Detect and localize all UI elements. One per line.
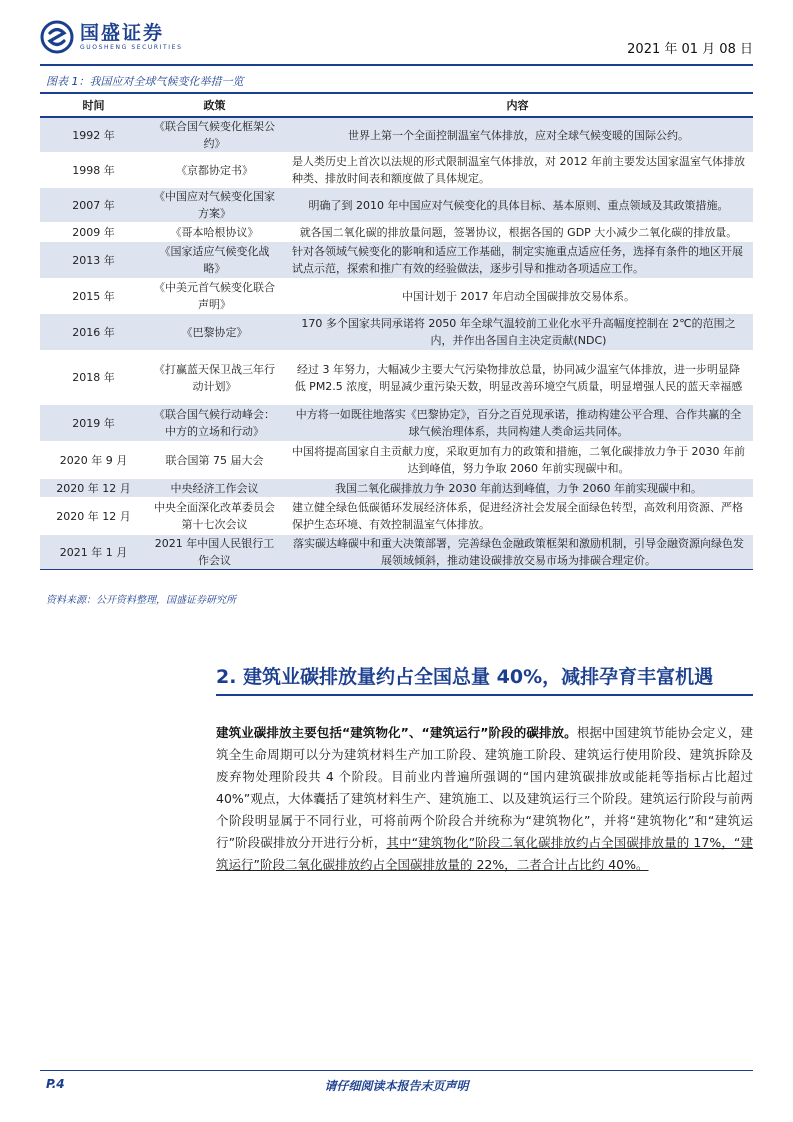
table-row [40, 242, 753, 279]
table-row [40, 498, 753, 535]
cell-content: 经过 3 年努力，大幅减少主要大气污染物排放总量，协同减少温室气体排放，进一步明显降低 PM2.5 浓度，明显减少重污染天数，明显改善环境空气质量，明显增强人民的蓝天幸福感 [282, 351, 753, 405]
table-header-row [40, 93, 753, 117]
cell-year: 2018 年 [40, 351, 147, 405]
table-row [40, 442, 753, 479]
cell-policy: 《中美元首气候变化联合声明》 [147, 279, 282, 314]
section-divider [216, 694, 753, 696]
page-header [40, 18, 753, 64]
cell-content: 针对各领域气候变化的影响和适应工作基础，制定实施重点适应任务，选择有条件的地区开展试点示范，探索和推广有效的经验做法，逐步引导和推动各项适应工作。 [282, 242, 753, 279]
body-paragraph [216, 722, 753, 876]
cell-policy: 《联合国气候行动峰会：中方的立场和行动》 [147, 405, 282, 442]
company-logo [40, 20, 182, 54]
table-row [40, 314, 753, 351]
table-row [40, 153, 753, 188]
cell-year: 2021 年 1 月 [40, 535, 147, 570]
cell-content: 就各国二氧化碳的排放量问题，签署协议，根据各国的 GDP 大小减少二氧化碳的排放量。 [282, 223, 753, 242]
table-row [40, 223, 753, 242]
cell-policy: 《京都协定书》 [147, 153, 282, 188]
cell-year: 2020 年 12 月 [40, 479, 147, 498]
cell-policy: 《国家适应气候变化战略》 [147, 242, 282, 279]
cell-policy: 《中国应对气候变化国家方案》 [147, 188, 282, 223]
column-header-time: 时间 [40, 93, 147, 117]
page-number: P.4 [46, 1077, 65, 1091]
figure-caption: 图表 1：我国应对全球气候变化举措一览 [46, 75, 244, 88]
figure-source: 资料来源：公开资料整理，国盛证券研究所 [46, 595, 236, 606]
cell-content: 中国将提高国家自主贡献力度，采取更加有力的政策和措施，二氧化碳排放力争于 2030 年前达到峰值，努力争取 2060 年前实现碳中和。 [282, 442, 753, 479]
policy-table [40, 92, 753, 570]
cell-year: 1992 年 [40, 117, 147, 153]
header-divider [40, 64, 753, 66]
paragraph-lead: 建筑业碳排放主要包括“建筑物化”、“建筑运行”阶段的碳排放。 [216, 725, 577, 740]
table-row [40, 117, 753, 153]
cell-policy: 中央经济工作会议 [147, 479, 282, 498]
cell-year: 2020 年 12 月 [40, 498, 147, 535]
cell-year: 2016 年 [40, 314, 147, 351]
cell-year: 2009 年 [40, 223, 147, 242]
cell-policy: 联合国第 75 届大会 [147, 442, 282, 479]
cell-content: 中方将一如既往地落实《巴黎协定》，百分之百兑现承诺，推动构建公平合理、合作共赢的全球气候治理体系，共同构建人类命运共同体。 [282, 405, 753, 442]
cell-year: 2020 年 9 月 [40, 442, 147, 479]
cell-policy: 《联合国气候变化框架公约》 [147, 117, 282, 153]
cell-content: 我国二氧化碳排放力争 2030 年前达到峰值，力争 2060 年前实现碳中和。 [282, 479, 753, 498]
footer-divider [40, 1070, 753, 1071]
cell-content: 落实碳达峰碳中和重大决策部署，完善绿色金融政策框架和激励机制，引导金融资源向绿色发展领域倾斜，推动建设碳排放交易市场为排碳合理定价。 [282, 535, 753, 570]
table-row [40, 279, 753, 314]
section-heading: 2. 建筑业碳排放量约占全国总量 40%，减排孕育丰富机遇 [216, 666, 714, 688]
table-body [40, 117, 753, 570]
report-date: 2021 年 01 月 08 日 [627, 42, 753, 57]
cell-content: 世界上第一个全面控制温室气体排放，应对全球气候变暖的国际公约。 [282, 117, 753, 153]
table-row [40, 188, 753, 223]
footer-disclaimer: 请仔细阅读本报告末页声明 [324, 1079, 469, 1093]
paragraph-body: 根据中国建筑节能协会定义，建筑全生命周期可以分为建筑材料生产加工阶段、建筑施工阶段、建筑运行使用阶段、建筑拆除及废弃物处理阶段共 4 个阶段。目前业内普遍所强调的“国内建筑碳排放或能耗等指标占比超过 40%”观点，大体囊括了建筑材料生产、建筑施工、以及建筑运行三个阶段。建筑运行阶段与前两个阶段明显属于不同行业，可将前两个阶段合并统称为“建筑物化”，并将“建筑物化”和“建筑运行”阶段碳排放分开进行分析， [216, 725, 753, 850]
cell-year: 2019 年 [40, 405, 147, 442]
cell-content: 建立健全绿色低碳循环发展经济体系，促进经济社会发展全面绿色转型，高效利用资源、严格保护生态环境、有效控制温室气体排放。 [282, 498, 753, 535]
paragraph-highlight: 其中“建筑物化”阶段二氧化碳排放约占全国碳排放量的 17%，“建筑运行”阶段二氧化碳排放约占全国碳排放量的 22%，二者合计占比约 40%。 [216, 835, 753, 872]
cell-year: 2013 年 [40, 242, 147, 279]
cell-year: 2007 年 [40, 188, 147, 223]
cell-policy: 《巴黎协定》 [147, 314, 282, 351]
column-header-policy: 政策 [147, 93, 282, 117]
cell-year: 2015 年 [40, 279, 147, 314]
column-header-content: 内容 [282, 93, 753, 117]
table-row [40, 535, 753, 570]
table-row [40, 405, 753, 442]
logo-emblem-icon [40, 20, 74, 54]
logo-name-en: GUOSHENG SECURITIES [80, 44, 183, 51]
cell-year: 1998 年 [40, 153, 147, 188]
cell-policy: 《哥本哈根协议》 [147, 223, 282, 242]
cell-content: 170 多个国家共同承诺将 2050 年全球气温较前工业化水平升高幅度控制在 2℃的范围之内，并作出各国自主决定贡献(NDC) [282, 314, 753, 351]
logo-name-cn: 国盛证券 [80, 22, 165, 44]
cell-content: 中国计划于 2017 年启动全国碳排放交易体系。 [282, 279, 753, 314]
cell-content: 是人类历史上首次以法规的形式限制温室气体排放，对 2012 年前主要发达国家温室气体排放种类、排放时间表和额度做了具体规定。 [282, 153, 753, 188]
cell-content: 明确了到 2010 年中国应对气候变化的具体目标、基本原则、重点领域及其政策措施。 [282, 188, 753, 223]
table-row [40, 351, 753, 405]
cell-policy: 中央全面深化改革委员会第十七次会议 [147, 498, 282, 535]
table-row [40, 479, 753, 498]
cell-policy: 《打赢蓝天保卫战三年行动计划》 [147, 351, 282, 405]
cell-policy: 2021 年中国人民银行工作会议 [147, 535, 282, 570]
